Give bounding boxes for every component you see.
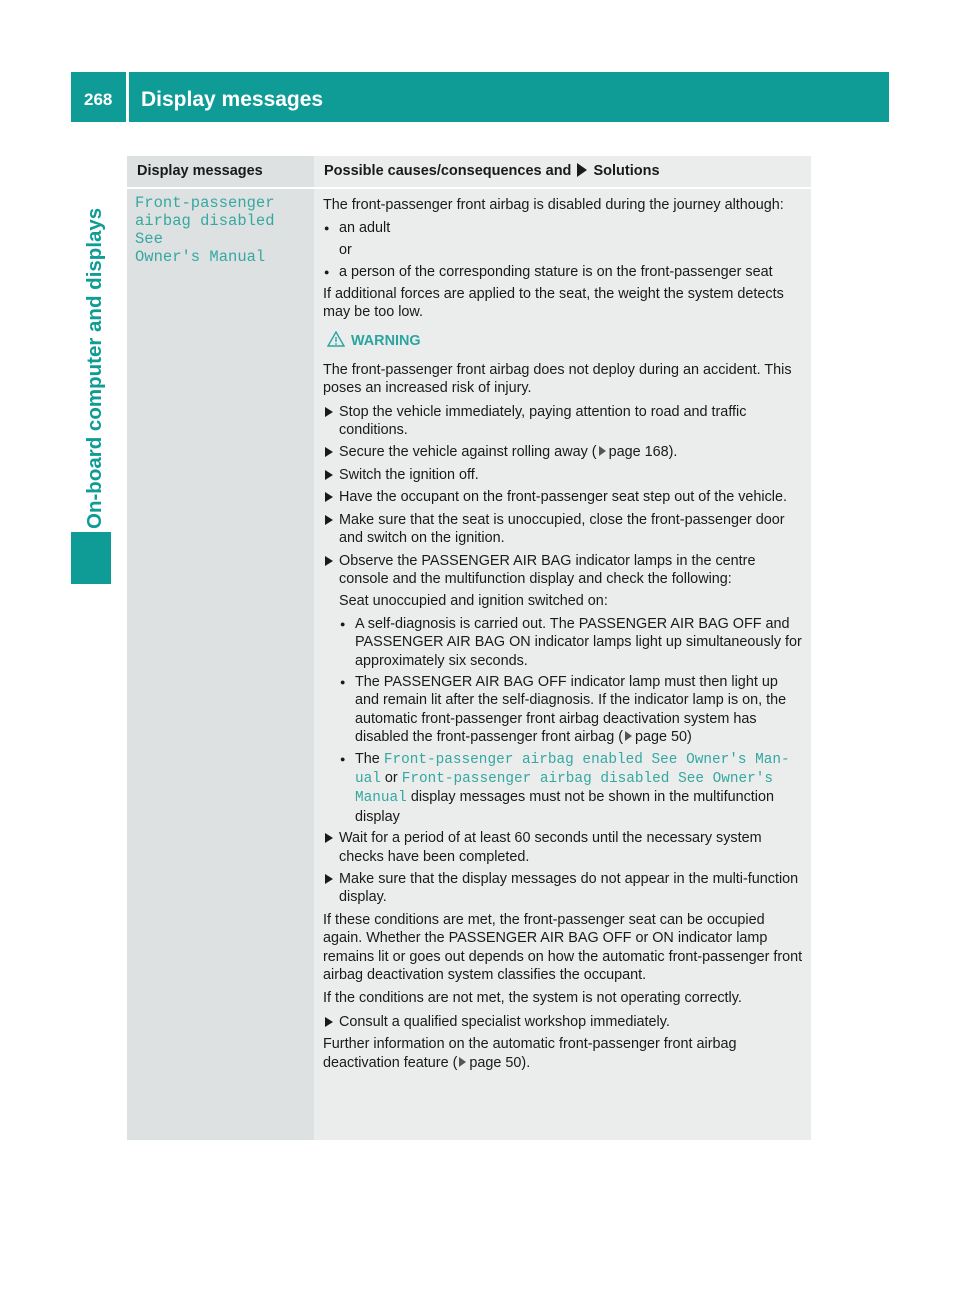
sub-bullet-item: ● A self-diagnosis is carried out. The PASSENGER AIR BAG OFF and PASSENGER AIR BAG ON indicator lamps light up simultaneously for approximately six seconds. [323, 615, 805, 670]
solutions-content [323, 196, 805, 1077]
warning-heading [323, 331, 805, 350]
intro-text: The front-passenger front airbag is disabled during the journey although: [323, 197, 784, 213]
display-message-inline: Manual [355, 790, 407, 807]
display-message-text [135, 194, 310, 266]
messages-table [127, 156, 811, 1140]
step-item: Have the occupant on the front-passenger seat step out of the vehicle. [323, 488, 805, 506]
step-item: Stop the vehicle immediately, paying attention to road and traffic conditions. [323, 403, 805, 440]
display-message-inline: Front-passenger airbag disabled See Owner's [401, 770, 774, 787]
bullet-item: ● an adult [323, 219, 805, 237]
page-ref-icon [625, 731, 632, 741]
bullet-item: ● a person of the corresponding stature is on the front-passenger seat [323, 263, 805, 281]
column-header-causes [324, 163, 660, 179]
step-item: Observe the PASSENGER AIR BAG indicator lamps in the centre console and the multifunction display and check the following: [323, 552, 805, 589]
side-tab-marker [71, 532, 111, 584]
step-item: Switch the ignition off. [323, 466, 805, 484]
page-ref-icon [459, 1057, 466, 1067]
column-header-solutions-text: Solutions [593, 163, 660, 179]
step-item: Make sure that the display messages do not appear in the multi‐function display. [323, 870, 805, 907]
conditions-met-text: If these conditions are met, the front-passenger seat can be occupied again. Whether the PASSENGER AIR BAG OFF or ON indicator lamp remains lit or goes out depends on how the automatic front-passenger front airbag deactivation system classifies the occupant. [323, 911, 803, 984]
table-column-messages [127, 156, 314, 1140]
warning-label: WARNING [351, 333, 421, 350]
message-line: Owner's Manual [135, 248, 266, 266]
warning-text: The front-passenger front airbag does not deploy during an accident. This poses an increased risk of injury. [323, 361, 792, 397]
step-item: Wait for a period of at least 60 seconds until the necessary system checks have been completed. [323, 829, 805, 866]
display-message-inline: ual [355, 770, 381, 787]
step-item: Make sure that the seat is unoccupied, close the front-passenger door and switch on the ignition. [323, 511, 805, 548]
display-message-inline: Front-passenger airbag enabled See Owner's Man‐ [383, 751, 790, 768]
conditions-not-met-text: If the conditions are not met, the system is not operating correctly. [323, 990, 742, 1007]
sub-bullet-item: ● The PASSENGER AIR BAG OFF indicator lamp must then light up and remain lit after the self-diagnosis. If the indicator lamp is on, the automatic front-passenger front airbag deactivation system has disabled the front-passenger front airbag ( page 50) [323, 673, 805, 747]
further-info-text: Further information on the automatic front-passenger front airbag deactivation feature ( page 50). [323, 1036, 737, 1071]
page-header [71, 72, 889, 122]
step-item: Secure the vehicle against rolling away ( page 168). [323, 443, 805, 461]
header-divider [126, 72, 129, 122]
warning-icon [327, 331, 345, 347]
column-header-causes-text: Possible causes/consequences and [324, 163, 572, 179]
or-text: or [339, 241, 352, 258]
step-item: Consult a qualified specialist workshop immediately. [323, 1013, 805, 1031]
message-line: Front-passenger [135, 194, 275, 212]
column-header-display-messages: Display messages [137, 163, 263, 179]
page-title: Display messages [141, 88, 324, 111]
sub-bullet-item: ● The Front-passenger airbag enabled See Owner's Man‐ ual or Front-passenger airbag disabled See Owner's Manual display messages must not be shown in the multifunction display [323, 750, 805, 827]
page-ref-icon [599, 446, 606, 456]
arrow-icon [577, 163, 587, 177]
header-divider-line [127, 187, 811, 189]
forces-text: If additional forces are applied to the seat, the weight the system detects may be too low. [323, 285, 784, 321]
message-line: airbag disabled See [135, 212, 275, 248]
table-header [127, 156, 811, 187]
seat-unoccupied-text: Seat unoccupied and ignition switched on: [339, 593, 608, 610]
side-section-label-text: On-board computer and displays [83, 207, 106, 529]
page-number: 268 [84, 90, 113, 109]
